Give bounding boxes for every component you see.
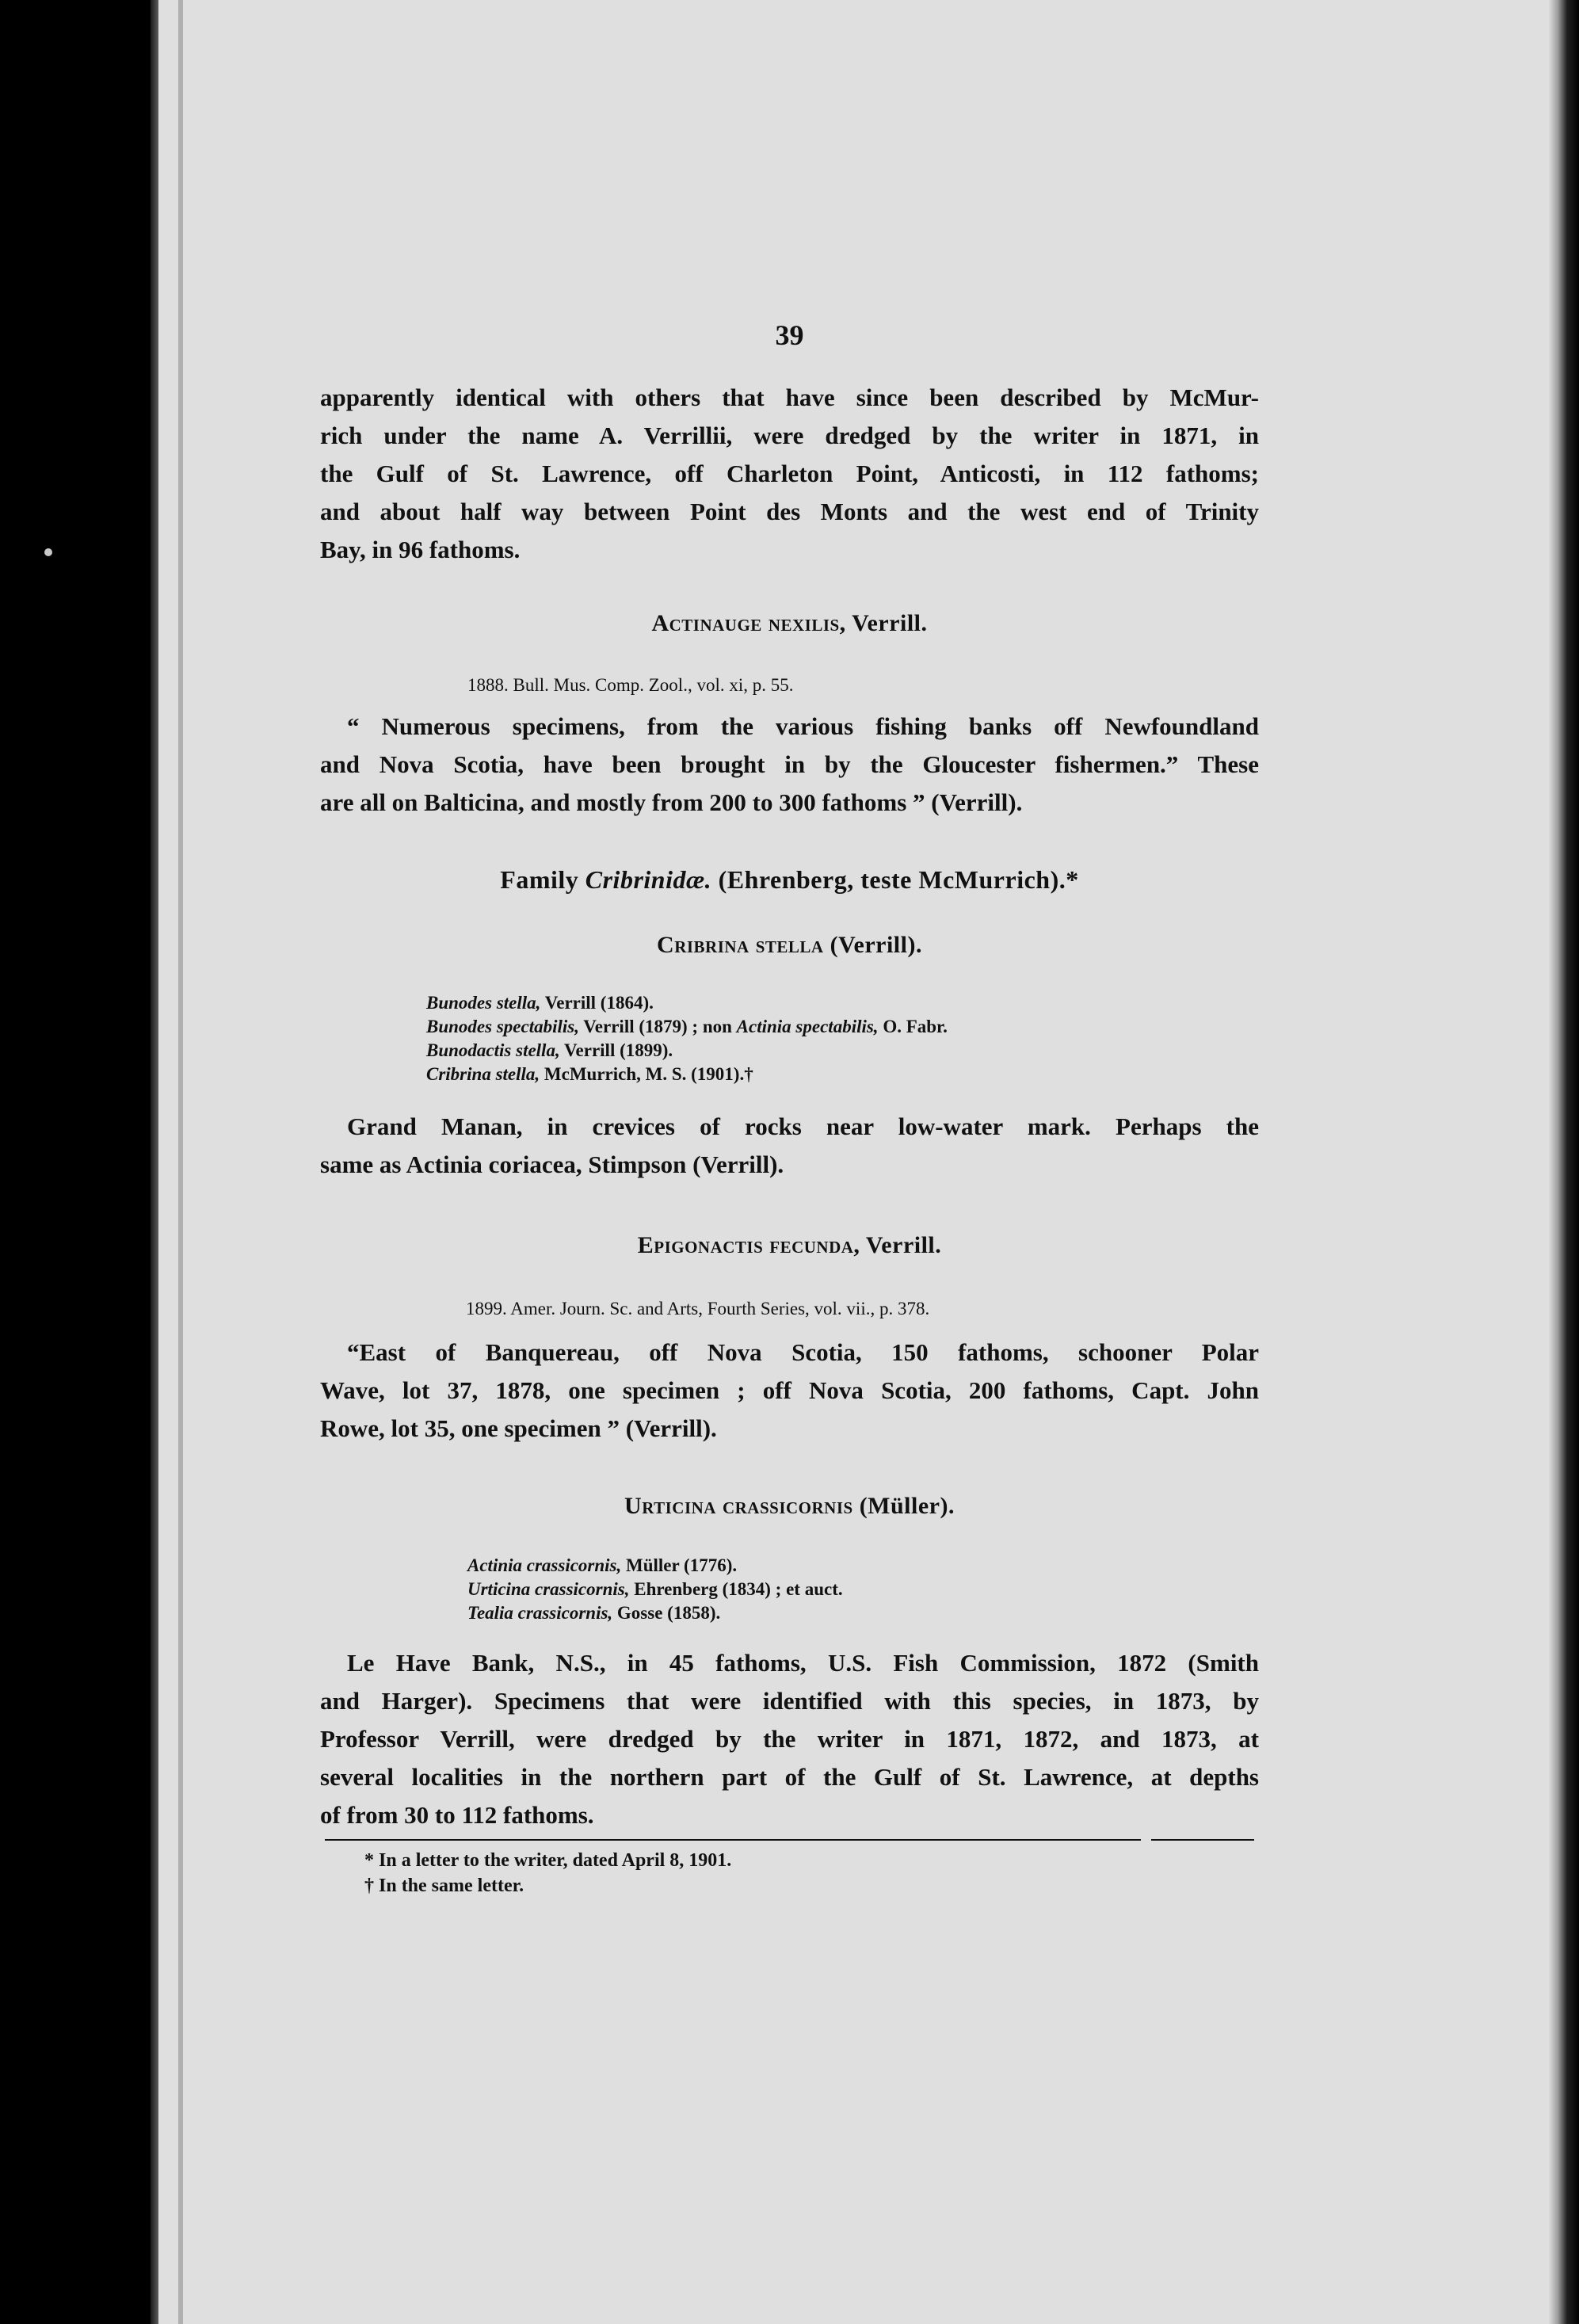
paragraph-line: Wave, lot 37, 1878, one specimen ; off Nova Scotia, 200 fathoms, Capt. John	[320, 1376, 1259, 1404]
synonym-name: Bunodes spectabilis,	[426, 1017, 579, 1036]
citation-epigonactis: 1899. Amer. Journ. Sc. and Arts, Fourth Series, vol. vii., p. 378.	[466, 1299, 930, 1318]
footnote-1: * In a letter to the writer, dated April 8, 1901.	[364, 1850, 732, 1871]
paragraph-line: “ Numerous specimens, from the various fishing banks off Newfoundland	[347, 712, 1259, 740]
family-name: Cribrinidæ.	[585, 865, 712, 894]
synonymy-cribrina	[426, 991, 1258, 1086]
footnotes	[364, 1848, 1236, 1899]
synonym-authority: O. Fabr.	[878, 1017, 948, 1036]
synonym-name: Bunodactis stella,	[426, 1040, 560, 1060]
paragraph-line: and Nova Scotia, have been brought in by the Gloucester fishermen.” These	[320, 750, 1259, 778]
synonym-authority: Gosse (1858).	[612, 1603, 721, 1623]
synonym-authority: Verrill (1899).	[559, 1040, 673, 1060]
paragraph-line: same as Actinia coriacea, Stimpson (Verrill).	[320, 1151, 784, 1178]
synonym-name: Cribrina stella,	[426, 1064, 540, 1084]
heading-author: Verrill.	[860, 1232, 942, 1258]
species-heading-actinauge	[320, 610, 1259, 637]
synonym-name: Urticina crassicornis,	[467, 1579, 630, 1599]
synonym-line	[467, 1578, 1260, 1601]
paragraph-line: are all on Balticina, and mostly from 200 to 300 fathoms ” (Verrill).	[320, 788, 1023, 816]
paragraph-cribrina	[320, 1108, 1259, 1184]
family-authority: (Ehrenberg, teste McMurrich).*	[711, 865, 1079, 894]
heading-species-name: Cribrina stella	[657, 932, 824, 958]
synonym-authority: Ehrenberg (1834) ; et auct.	[629, 1579, 843, 1599]
paragraph-urticina	[320, 1644, 1259, 1834]
footnote-rule	[325, 1839, 1141, 1841]
paragraph-line: Rowe, lot 35, one specimen ” (Verrill).	[320, 1414, 717, 1442]
paragraph-line: several localities in the northern part of the Gulf of St. Lawrence, at depths	[320, 1763, 1259, 1791]
synonym-name: Actinia crassicornis,	[467, 1555, 622, 1575]
species-heading-cribrina	[320, 932, 1259, 959]
paragraph-line: Le Have Bank, N.S., in 45 fathoms, U.S. Fish Commission, 1872 (Smith	[347, 1649, 1259, 1677]
synonym-line	[426, 991, 1258, 1015]
species-heading-urticina	[320, 1493, 1259, 1520]
synonym-authority: Verrill (1864).	[540, 993, 654, 1013]
synonym-line	[426, 1063, 1258, 1086]
paragraph-epigonactis	[320, 1334, 1259, 1448]
footnote-2: † In the same letter.	[364, 1876, 524, 1896]
species-heading-epigonactis	[320, 1232, 1259, 1259]
heading-author: (Verrill).	[823, 932, 922, 958]
paragraph-line: of from 30 to 112 fathoms.	[320, 1801, 594, 1829]
intro-paragraph	[320, 379, 1259, 569]
synonym-name: Tealia crassicornis,	[467, 1603, 613, 1623]
heading-author: (Müller).	[852, 1493, 955, 1519]
paragraph-line: Grand Manan, in crevices of rocks near low-water mark. Perhaps the	[347, 1112, 1259, 1140]
heading-species-name: Urticina crassicornis	[624, 1493, 853, 1519]
citation-actinauge: 1888. Bull. Mus. Comp. Zool., vol. xi, p. 55.	[467, 675, 794, 695]
heading-species-name: Actinauge nexilis,	[651, 610, 846, 636]
paragraph-actinauge	[320, 708, 1259, 822]
page-speck	[44, 548, 52, 556]
synonym-name: Actinia spectabilis,	[736, 1017, 879, 1036]
synonym-authority: Müller (1776).	[621, 1555, 738, 1575]
synonymy-urticina	[467, 1554, 1260, 1625]
synonym-line	[426, 1015, 1258, 1039]
intro-line: Bay, in 96 fathoms.	[320, 536, 521, 563]
synonym-line	[467, 1554, 1260, 1578]
heading-author: Verrill.	[845, 610, 928, 636]
paragraph-line: Professor Verrill, were dredged by the writer in 1871, 1872, and 1873, at	[320, 1725, 1259, 1753]
paragraph-line: “East of Banquereau, off Nova Scotia, 150 fathoms, schooner Polar	[347, 1338, 1259, 1366]
synonym-line	[426, 1039, 1258, 1063]
synonym-authority: McMurrich, M. S. (1901).†	[540, 1064, 753, 1084]
page-number: 39	[775, 319, 804, 351]
footnote-rule-short	[1151, 1839, 1254, 1841]
synonym-line	[467, 1601, 1260, 1625]
synonym-name: Bunodes stella,	[426, 993, 541, 1013]
intro-line: the Gulf of St. Lawrence, off Charleton Point, Anticosti, in 112 fathoms;	[320, 460, 1259, 487]
intro-line: and about half way between Point des Monts and the west end of Trinity	[320, 498, 1259, 525]
intro-line: apparently identical with others that have since been described by McMur-	[320, 384, 1259, 411]
family-prefix: Family	[500, 865, 585, 894]
heading-species-name: Epigonactis fecunda,	[637, 1232, 860, 1258]
intro-line: rich under the name A. Verrillii, were dredged by the writer in 1871, in	[320, 422, 1259, 449]
family-heading	[320, 865, 1259, 895]
paragraph-line: and Harger). Specimens that were identified with this species, in 1873, by	[320, 1687, 1259, 1715]
synonym-authority: Verrill (1879) ; non	[578, 1017, 737, 1036]
